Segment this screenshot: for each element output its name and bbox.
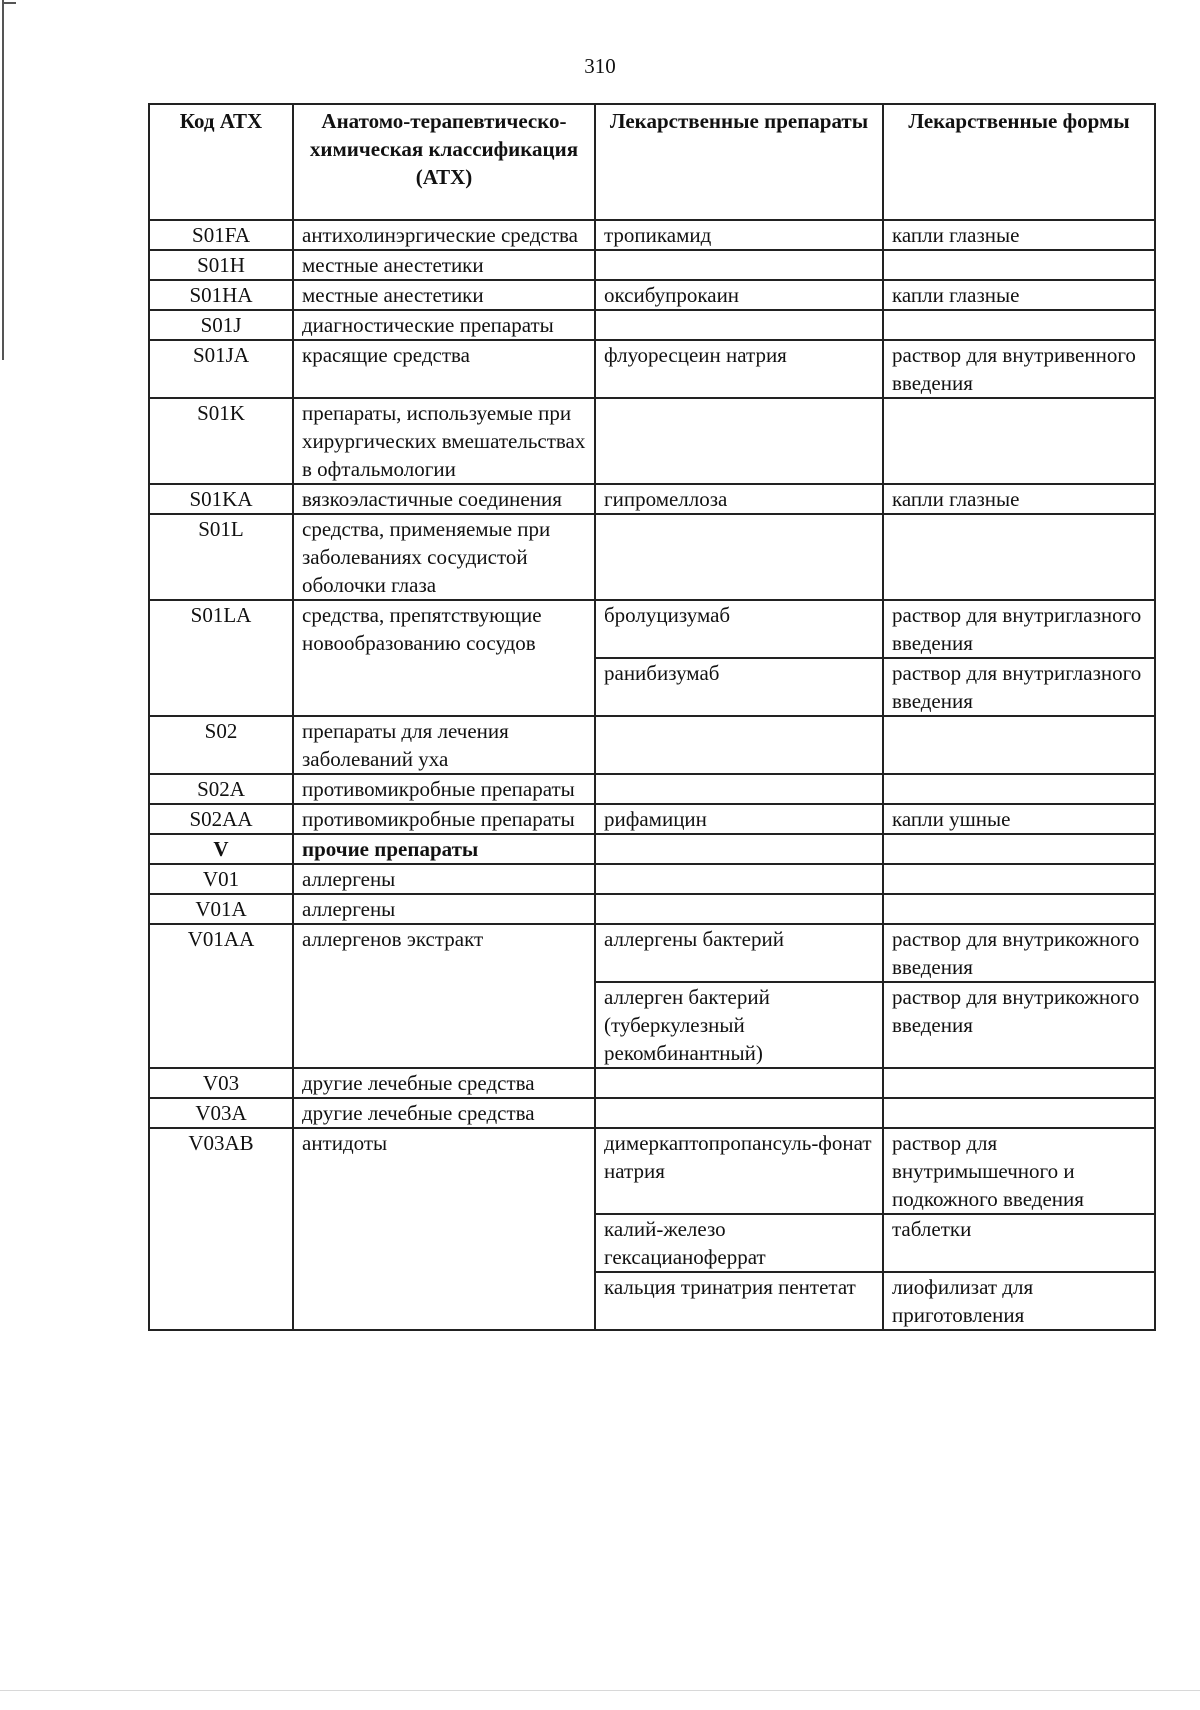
drug-name — [595, 250, 883, 280]
atx-classification: аллергенов экстракт — [293, 924, 595, 1068]
table-row — [149, 716, 1155, 774]
drug-form — [883, 894, 1155, 924]
atx-code: S01H — [149, 250, 293, 280]
atx-code: V — [149, 834, 293, 864]
atx-classification: вязкоэластичные соединения — [293, 484, 595, 514]
table-row — [149, 514, 1155, 600]
drug-name — [595, 834, 883, 864]
drug-name: рифамицин — [595, 804, 883, 834]
table-row — [149, 280, 1155, 310]
scan-corner-mark — [2, 2, 16, 4]
atx-classification: аллергены — [293, 864, 595, 894]
drug-form: капли глазные — [883, 220, 1155, 250]
table-row — [149, 924, 1155, 982]
atx-code: S02A — [149, 774, 293, 804]
drug-name — [595, 1098, 883, 1128]
drug-form — [883, 1098, 1155, 1128]
table-row — [149, 804, 1155, 834]
drug-form: раствор для внутрикожного введения — [883, 924, 1155, 982]
drug-name — [595, 774, 883, 804]
drug-form: раствор для внутримышечного и подкожного введения — [883, 1128, 1155, 1214]
atx-classification: антихолинэргические средства — [293, 220, 595, 250]
atx-code: V03 — [149, 1068, 293, 1098]
atx-code: V03AB — [149, 1128, 293, 1330]
drug-name — [595, 716, 883, 774]
table-row — [149, 1068, 1155, 1098]
atx-classification: аллергены — [293, 894, 595, 924]
table-row — [149, 864, 1155, 894]
table-row — [149, 894, 1155, 924]
atx-code: S01K — [149, 398, 293, 484]
atx-code: S01J — [149, 310, 293, 340]
atx-classification: местные анестетики — [293, 280, 595, 310]
atx-code: S01L — [149, 514, 293, 600]
atx-classification: другие лечебные средства — [293, 1068, 595, 1098]
atx-classification: противомикробные препараты — [293, 804, 595, 834]
table-row — [149, 834, 1155, 864]
table-row — [149, 220, 1155, 250]
drug-name: флуоресцеин натрия — [595, 340, 883, 398]
drug-form: таблетки — [883, 1214, 1155, 1272]
table-row — [149, 250, 1155, 280]
page-number: 310 — [584, 54, 616, 78]
drug-form — [883, 774, 1155, 804]
drug-name: тропикамид — [595, 220, 883, 250]
atx-classification: прочие препараты — [293, 834, 595, 864]
drug-form — [883, 1068, 1155, 1098]
atx-classification: местные анестетики — [293, 250, 595, 280]
drug-form: капли глазные — [883, 484, 1155, 514]
atx-classification: средства, применяемые при заболеваниях сосудистой оболочки глаза — [293, 514, 595, 600]
drug-name — [595, 864, 883, 894]
table-row — [149, 774, 1155, 804]
scan-bottom-edge — [0, 1690, 1200, 1691]
drug-form: капли глазные — [883, 280, 1155, 310]
drug-form — [883, 834, 1155, 864]
table-header-row — [149, 104, 1155, 220]
atx-code: V03A — [149, 1098, 293, 1128]
table-row — [149, 1128, 1155, 1214]
table-row — [149, 1098, 1155, 1128]
atx-code: S02 — [149, 716, 293, 774]
drug-form: раствор для внутрикожного введения — [883, 982, 1155, 1068]
drug-name: аллерген бактерий (туберкулезный рекомбинантный) — [595, 982, 883, 1068]
drug-form: раствор для внутривенного введения — [883, 340, 1155, 398]
header-drugs: Лекарственные препараты — [595, 104, 883, 220]
drug-name — [595, 398, 883, 484]
drug-name: оксибупрокаин — [595, 280, 883, 310]
atx-code: S01KA — [149, 484, 293, 514]
table-row — [149, 310, 1155, 340]
table-row — [149, 340, 1155, 398]
drug-name: аллергены бактерий — [595, 924, 883, 982]
drug-form: раствор для внутриглазного введения — [883, 600, 1155, 658]
drug-name: кальция тринатрия пентетат — [595, 1272, 883, 1330]
drug-name: димеркаптопропансуль-фонат натрия — [595, 1128, 883, 1214]
atx-code: S01FA — [149, 220, 293, 250]
atx-classification: препараты, используемые при хирургических вмешательствах в офтальмологии — [293, 398, 595, 484]
atx-code: S01LA — [149, 600, 293, 716]
atx-table — [148, 103, 1156, 1331]
drug-form: капли ушные — [883, 804, 1155, 834]
drug-name — [595, 1068, 883, 1098]
drug-form — [883, 398, 1155, 484]
atx-classification: другие лечебные средства — [293, 1098, 595, 1128]
drug-name: гипромеллоза — [595, 484, 883, 514]
table-row — [149, 600, 1155, 658]
drug-name — [595, 514, 883, 600]
drug-form: лиофилизат для приготовления — [883, 1272, 1155, 1330]
table-row — [149, 484, 1155, 514]
table-row — [149, 398, 1155, 484]
header-code: Код АТХ — [149, 104, 293, 220]
drug-form: раствор для внутриглазного введения — [883, 658, 1155, 716]
atx-code: S01HA — [149, 280, 293, 310]
drug-form — [883, 250, 1155, 280]
drug-form — [883, 514, 1155, 600]
atx-code: V01A — [149, 894, 293, 924]
atx-classification: красящие средства — [293, 340, 595, 398]
drug-name: бролуцизумаб — [595, 600, 883, 658]
atx-classification: антидоты — [293, 1128, 595, 1330]
atx-code: V01 — [149, 864, 293, 894]
drug-form — [883, 716, 1155, 774]
drug-name: калий-железо гексацианоферрат — [595, 1214, 883, 1272]
atx-code: S01JA — [149, 340, 293, 398]
drug-form — [883, 310, 1155, 340]
drug-form — [883, 864, 1155, 894]
atx-classification: диагностические препараты — [293, 310, 595, 340]
atx-classification: препараты для лечения заболеваний уха — [293, 716, 595, 774]
drug-name — [595, 894, 883, 924]
drug-name — [595, 310, 883, 340]
drug-name: ранибизумаб — [595, 658, 883, 716]
atx-code: S02AA — [149, 804, 293, 834]
header-classification: Анатомо-терапевтическо-химическая классификация (АТХ) — [293, 104, 595, 220]
header-forms: Лекарственные формы — [883, 104, 1155, 220]
atx-code: V01AA — [149, 924, 293, 1068]
atx-classification: средства, препятствующие новообразованию сосудов — [293, 600, 595, 716]
atx-classification: противомикробные препараты — [293, 774, 595, 804]
